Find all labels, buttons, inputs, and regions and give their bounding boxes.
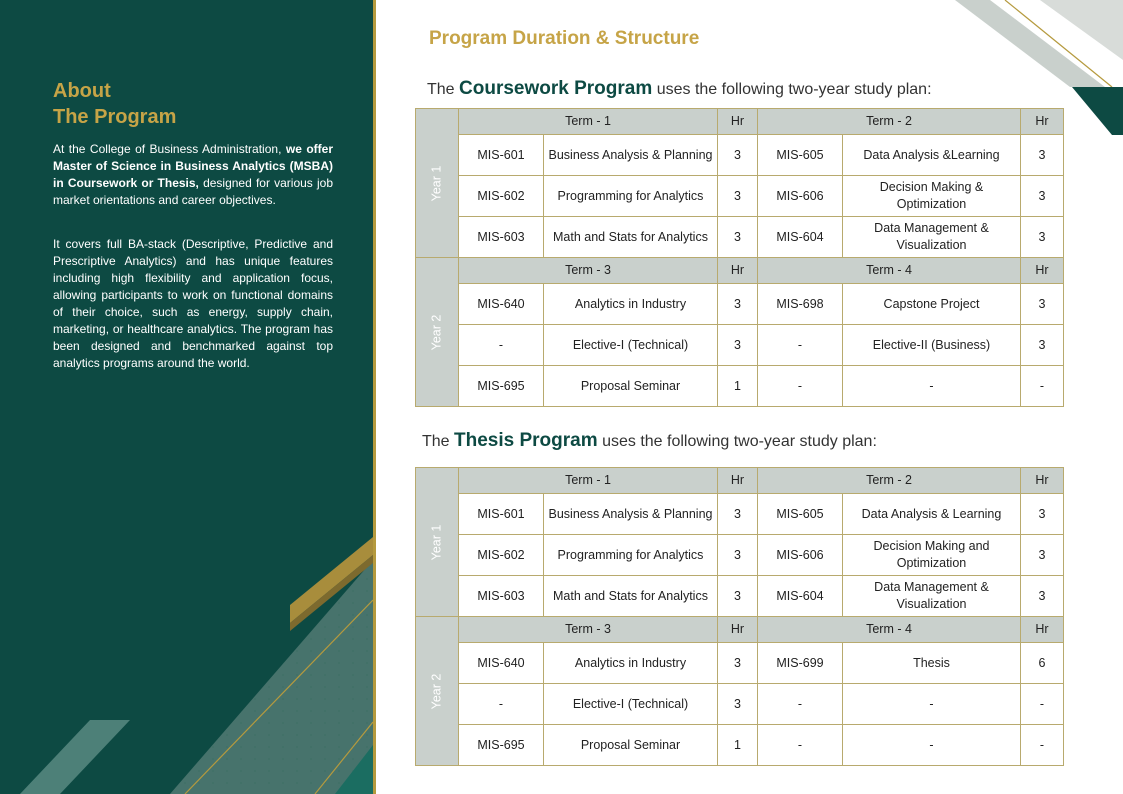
course-code: MIS-698 [758,284,843,325]
course-code: - [758,684,843,725]
course-hours: - [1021,725,1064,766]
table-row [416,576,1064,617]
page-heading [429,28,699,50]
term-header: Term - 4 [758,617,1021,643]
course-title: Thesis [843,643,1021,684]
course-code: MIS-603 [459,217,544,258]
course-hours: 3 [718,325,758,366]
term-header: Term - 3 [459,258,718,284]
course-hours: 3 [1021,494,1064,535]
course-title: Analytics in Industry [544,284,718,325]
course-code: MIS-605 [758,135,843,176]
course-title: Math and Stats for Analytics [544,576,718,617]
table-row [416,176,1064,217]
course-code: MIS-604 [758,576,843,617]
year-cell [416,617,459,766]
course-title: Data Management & Visualization [843,576,1021,617]
left-decoration [0,0,373,794]
course-code: MIS-605 [758,494,843,535]
thesis-table [415,467,1064,766]
course-title: Data Analysis & Learning [843,494,1021,535]
course-title: Proposal Seminar [544,366,718,407]
course-title: Decision Making and Optimization [843,535,1021,576]
course-hours: 1 [718,725,758,766]
course-code: - [758,725,843,766]
hr-header: Hr [1021,468,1064,494]
course-code: MIS-640 [459,643,544,684]
course-title: Data Management & Visualization [843,217,1021,258]
thesis-intro [422,430,877,452]
course-title: Business Analysis & Planning [544,135,718,176]
course-code: MIS-606 [758,535,843,576]
course-hours: 3 [1021,135,1064,176]
course-title: Business Analysis & Planning [544,494,718,535]
course-hours: 3 [718,135,758,176]
hr-header: Hr [1021,109,1064,135]
hr-header: Hr [718,468,758,494]
course-title: Decision Making & Optimization [843,176,1021,217]
table-row [416,135,1064,176]
table-row [416,725,1064,766]
course-hours: 3 [1021,284,1064,325]
year-cell [416,258,459,407]
course-code: MIS-601 [459,494,544,535]
course-code: MIS-602 [459,176,544,217]
course-hours: 3 [1021,535,1064,576]
hr-header: Hr [718,109,758,135]
course-hours: 3 [718,217,758,258]
about-para1-end: designed for various job market orientations and career objectives. [53,176,333,207]
course-hours: 3 [718,643,758,684]
course-hours: 3 [1021,325,1064,366]
year-label: Year 1 [429,524,444,560]
course-title: Elective-I (Technical) [544,325,718,366]
course-code: MIS-695 [459,366,544,407]
table-row [416,217,1064,258]
course-title: Capstone Project [843,284,1021,325]
coursework-program-title: Coursework Program [459,78,653,99]
term-header: Term - 1 [459,468,718,494]
course-hours: 1 [718,366,758,407]
course-code: MIS-602 [459,535,544,576]
about-para1-start: At the College of Business Administration, [53,142,282,156]
course-hours: 3 [718,535,758,576]
thesis-intro-pre: The [422,433,455,450]
term-header: Term - 4 [758,258,1021,284]
course-title: Proposal Seminar [544,725,718,766]
course-title: Elective-II (Business) [843,325,1021,366]
hr-header: Hr [1021,258,1064,284]
course-code: MIS-603 [459,576,544,617]
table-term-header [416,468,1064,494]
course-title: - [843,366,1021,407]
course-title: - [843,725,1021,766]
course-hours: 3 [1021,576,1064,617]
course-code: - [459,325,544,366]
course-hours: 3 [718,284,758,325]
term-header: Term - 2 [758,109,1021,135]
term-header: Term - 1 [459,109,718,135]
table-term-header [416,109,1064,135]
year-label: Year 2 [429,314,444,350]
table-row [416,325,1064,366]
course-hours: 3 [718,176,758,217]
term-header: Term - 2 [758,468,1021,494]
year-label: Year 2 [429,673,444,709]
course-title: Analytics in Industry [544,643,718,684]
panel-divider [373,0,376,794]
course-hours: - [1021,684,1064,725]
table-row [416,284,1064,325]
thesis-program-title: Thesis Program [454,430,598,451]
hr-header: Hr [1021,617,1064,643]
course-code: MIS-606 [758,176,843,217]
page-heading-part2: Duration & Structure [512,28,700,49]
course-code: MIS-695 [459,725,544,766]
course-title: Data Analysis &Learning [843,135,1021,176]
table-row [416,643,1064,684]
about-paragraph-2: It covers full BA-stack (Descriptive, Predictive and Prescriptive Analytics) and has unique features including high flexibility and application focus, allowing participants to work on functional domains of their choice, such as energy, supply chain, marketing, or healthcare analytics. The program has been designed and benchmarked against top analytics programs around the world. [53,237,333,370]
course-code: - [758,325,843,366]
course-hours: 3 [718,684,758,725]
course-title: Elective-I (Technical) [544,684,718,725]
course-code: MIS-604 [758,217,843,258]
table-row [416,494,1064,535]
about-para1-bold: we offer Master of Science in Business Analytics (MSBA) in Coursework or Thesis, [53,142,333,190]
year-label: Year 1 [429,165,444,201]
course-title: Programming for Analytics [544,176,718,217]
course-title: Math and Stats for Analytics [544,217,718,258]
course-hours: 3 [718,576,758,617]
table-row [416,684,1064,725]
term-header: Term - 3 [459,617,718,643]
year-cell [416,109,459,258]
about-title-line2: The Program [53,106,177,128]
table-row [416,366,1064,407]
hr-header: Hr [718,258,758,284]
table-term-header [416,258,1064,284]
thesis-intro-post: uses the following two-year study plan: [597,433,877,450]
course-hours: 6 [1021,643,1064,684]
coursework-intro [427,78,932,100]
course-hours: - [1021,366,1064,407]
coursework-table [415,108,1064,407]
hr-header: Hr [718,617,758,643]
about-title-line1: About [53,80,111,102]
course-hours: 3 [718,494,758,535]
table-term-header [416,617,1064,643]
course-code: - [758,366,843,407]
course-hours: 3 [1021,176,1064,217]
page-heading-part1: Program [429,28,508,49]
coursework-intro-pre: The [427,81,460,98]
course-code: MIS-601 [459,135,544,176]
course-code: - [459,684,544,725]
course-title: - [843,684,1021,725]
about-panel [0,0,373,794]
coursework-intro-post: uses the following two-year study plan: [652,81,932,98]
course-hours: 3 [1021,217,1064,258]
year-cell [416,468,459,617]
table-row [416,535,1064,576]
course-title: Programming for Analytics [544,535,718,576]
course-code: MIS-640 [459,284,544,325]
course-code: MIS-699 [758,643,843,684]
